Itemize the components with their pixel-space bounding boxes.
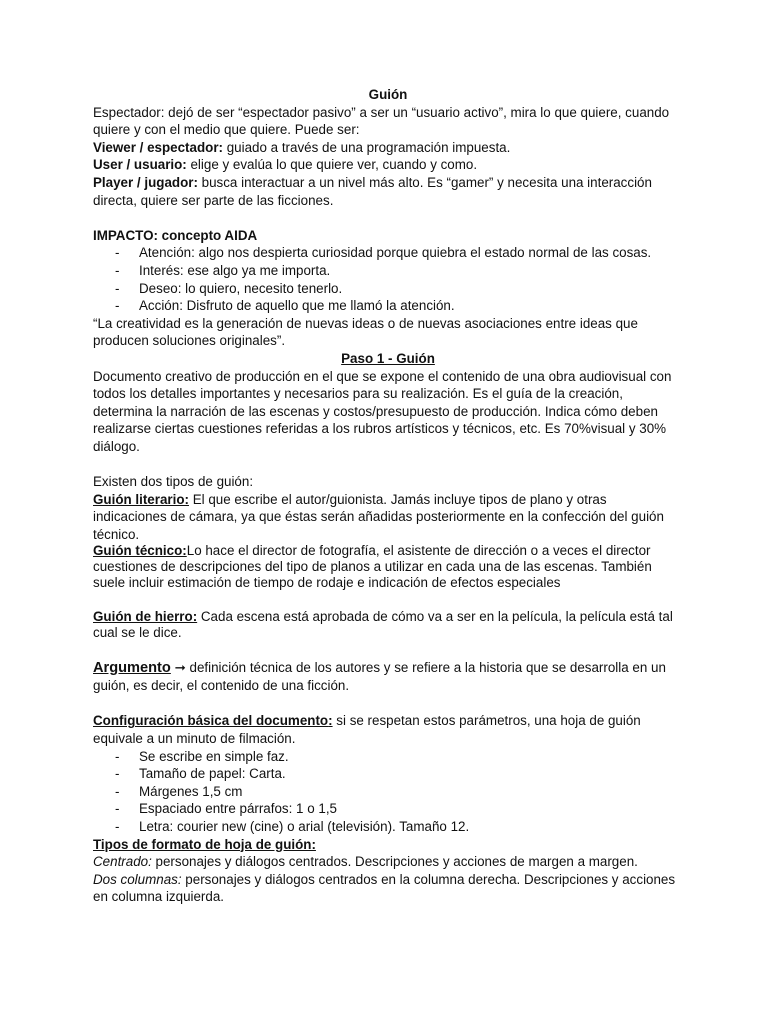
config-list (93, 748, 683, 836)
configuracion-term: Configuración básica del documento (93, 713, 329, 729)
argumento (93, 659, 683, 695)
configuracion-colon: : (328, 713, 333, 729)
guion-literario-term: Guión literario: (93, 491, 189, 507)
list-item: - Tamaño de papel: Carta. (93, 765, 683, 783)
configuracion-desc: si se respetan estos parámetros, una hoja de guión equivale a un minuto de filmación. (93, 713, 641, 746)
document-page (93, 86, 683, 906)
document-title: Guión (368, 87, 408, 102)
paso-heading: Paso 1 - Guión (341, 350, 435, 366)
formato-heading: Tipos de formato de hoja de guión: (93, 836, 316, 852)
role-viewer (93, 139, 683, 157)
tipos-intro: Existen dos tipos de guión: (93, 474, 254, 490)
role-player-desc: busca interactuar a un nivel más alto. Es “gamer” y necesita una interacción directa, quiere ser parte de las ficciones. (93, 174, 652, 208)
argumento-term: Argumento (93, 659, 171, 676)
role-user-desc: elige y evalúa lo que quiere ver, cuando y como. (186, 157, 478, 173)
guion-hierro-desc: Cada escena está aprobada de cómo va a ser en la película, la película está tal cual se le dice. (93, 609, 673, 641)
list-item: - Acción: Disfruto de aquello que me llamó la atención. (93, 297, 683, 315)
formato-dos-columnas (93, 871, 683, 906)
centrado-desc: personajes y diálogos centrados. Descripciones y acciones de margen a margen. (151, 854, 638, 870)
list-item: - Interés: ese algo ya me importa. (93, 262, 683, 280)
creativity-quote: “La creatividad es la generación de nuevas ideas o de nuevas asociaciones entre ideas que producen soluciones originales”. (93, 315, 638, 349)
centrado-term: Centrado: (93, 854, 152, 870)
argumento-desc: definición técnica de los autores y se refiere a la historia que se desarrolla en un guión, es decir, el contenido de una ficción. (93, 659, 666, 694)
guion-hierro-term: Guión de hierro: (93, 609, 198, 625)
list-item: - Se escribe en simple faz. (93, 748, 683, 766)
configuracion (93, 712, 683, 747)
intro-paragraph: Espectador: dejó de ser “espectador pasivo” a ser un “usuario activo”, mira lo que quiere, cuando quiere y con el medio que quiere. Puede ser: (93, 104, 670, 138)
role-player (93, 174, 683, 209)
columnas-term: Dos columnas: (93, 871, 182, 887)
paso-paragraph: Documento creativo de producción en el que se expone el contenido de una obra audiovisual con todos los detalles importantes y necesarios para su realización. Es el guía de la creación, determina la narración de las escenas y costos/presupuesto de producción. Indica cómo deben realizarse ciertas cuestiones referidas a los rubros artísticos y técnicos, etc. Es 70%visual y 30% diálogo. (93, 368, 672, 454)
guion-hierro (93, 609, 683, 641)
columnas-desc: personajes y diálogos centrados en la columna derecha. Descripciones y acciones en columna izquierda. (93, 871, 676, 905)
list-item: - Letra: courier new (cine) o arial (televisión). Tamaño 12. (93, 818, 683, 836)
aida-list (93, 244, 683, 314)
guion-tecnico (93, 543, 683, 591)
guion-tecnico-term: Guión técnico: (93, 543, 187, 559)
role-user (93, 156, 683, 174)
role-user-term: User / usuario: (93, 157, 187, 173)
guion-literario (93, 491, 683, 544)
list-item: - Márgenes 1,5 cm (93, 783, 683, 801)
formato-centrado (93, 853, 683, 871)
list-item: - Deseo: lo quiero, necesito tenerlo. (93, 280, 683, 298)
list-item: - Atención: algo nos despierta curiosidad porque quiebra el estado normal de las cosas. (93, 244, 683, 262)
impacto-heading: IMPACTO: concepto AIDA (93, 227, 258, 243)
role-player-term: Player / jugador: (93, 174, 198, 190)
guion-tecnico-desc: Lo hace el director de fotografía, el asistente de dirección o a veces el director cuestiones de descripciones del tipo de planos a utilizar en cada una de las escenas. También suele incluir estimación de tiempo de rodaje e indicación de efectos especiales (93, 543, 652, 591)
role-viewer-desc: guiado a través de una programación impuesta. (223, 139, 511, 155)
list-item: - Espaciado entre párrafos: 1 o 1,5 (93, 800, 683, 818)
arrow-right-icon: ➞ (170, 659, 186, 675)
role-viewer-term: Viewer / espectador: (93, 139, 223, 155)
guion-literario-desc: El que escribe el autor/guionista. Jamás incluye tipos de plano y otras indicaciones de cámara, ya que éstas serán añadidas posteriormente en la confección del guión técnico. (93, 491, 664, 542)
